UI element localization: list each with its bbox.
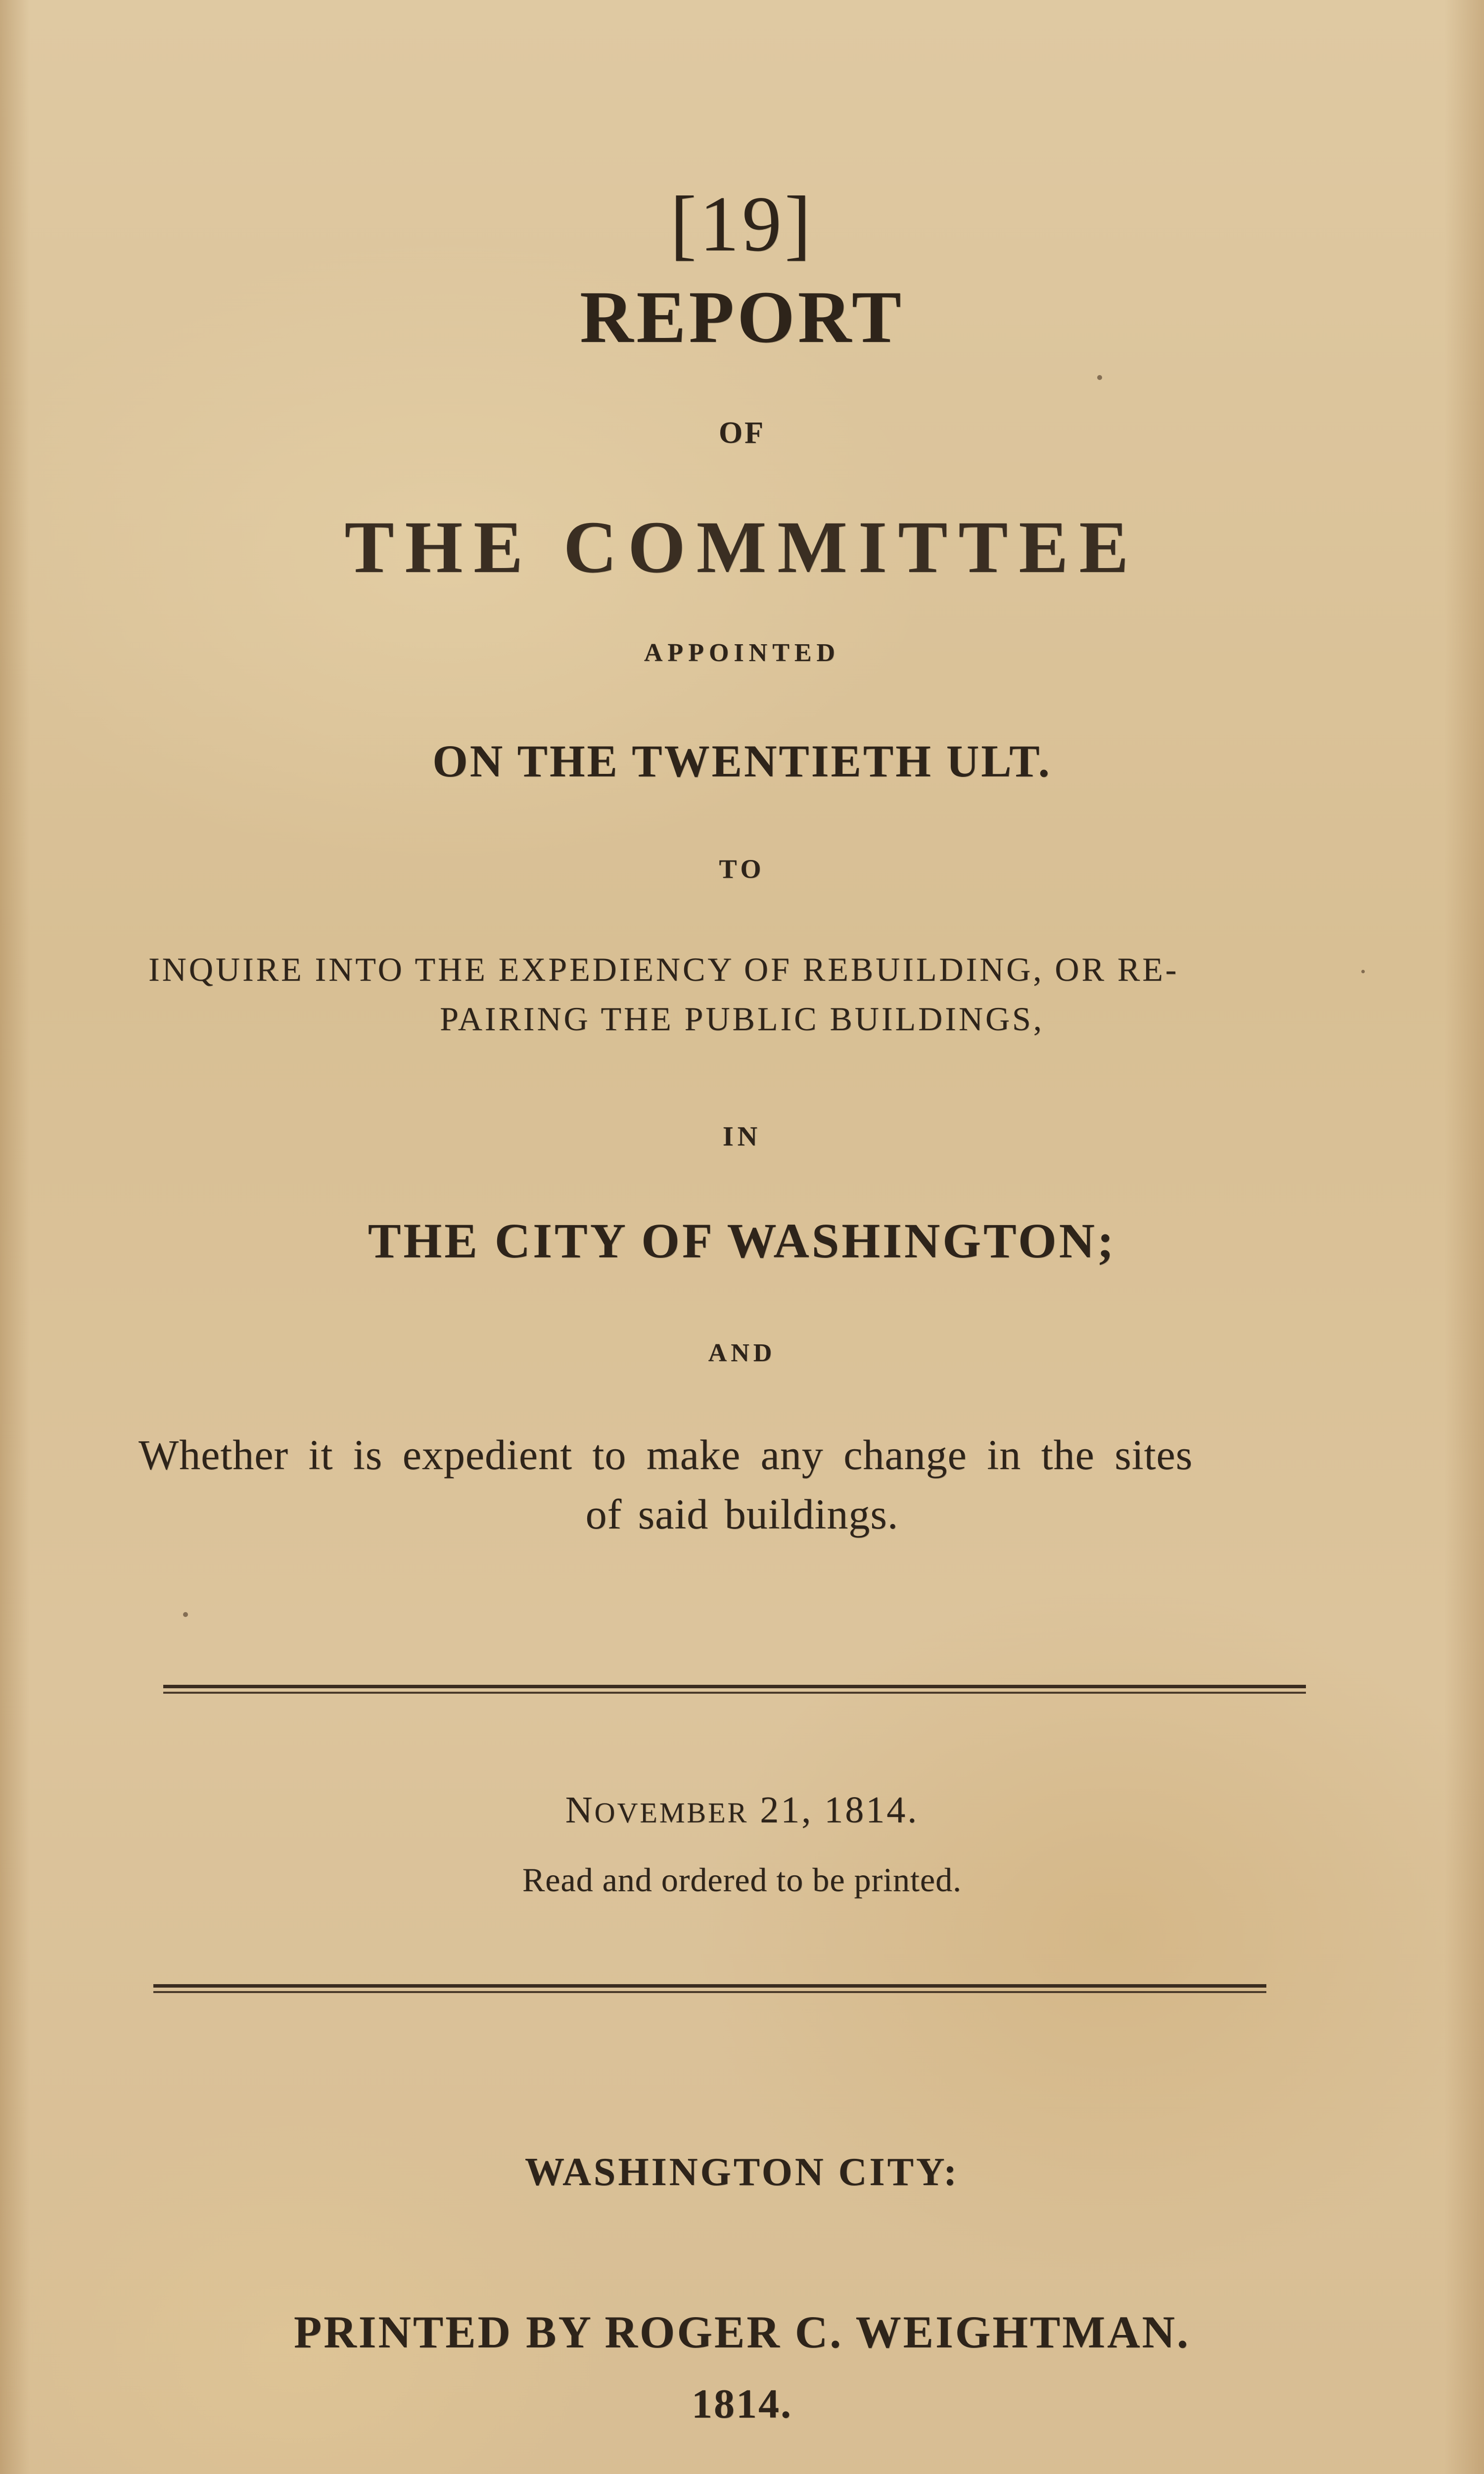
imprint-year: 1814. <box>692 2381 792 2427</box>
rule-thin-line <box>153 1991 1266 1993</box>
in-text: IN <box>722 1121 762 1152</box>
of-text: OF <box>718 416 766 450</box>
page-number: [19] <box>670 180 814 268</box>
rule-thick-line <box>163 1685 1306 1688</box>
foxing-speck <box>1097 375 1102 380</box>
foxing-speck <box>1361 970 1365 973</box>
rule-thick-line <box>153 1984 1266 1988</box>
question-line-1: Whether it is expedient to make any change in the sites <box>139 1431 1193 1478</box>
purpose-line-1: INQUIRE INTO THE EXPEDIENCY OF REBUILDING, OR RE- <box>148 951 1179 988</box>
date-day-year: 21, 1814. <box>748 1789 919 1831</box>
question-line-2: of said buildings. <box>585 1490 899 1538</box>
date-month-initial: N <box>565 1789 595 1831</box>
double-rule-top <box>163 1685 1306 1696</box>
foxing-speck <box>183 1612 188 1617</box>
to-text: TO <box>719 854 765 884</box>
date-month-rest: OVEMBER <box>594 1797 749 1829</box>
imprint-place: WASHINGTON CITY: <box>524 2150 959 2194</box>
city-heading: THE CITY OF WASHINGTON; <box>368 1213 1116 1268</box>
imprint-printer: PRINTED BY ROGER C. WEIGHTMAN. <box>294 2307 1190 2357</box>
report-date <box>0 1789 1484 1832</box>
ordered-note: Read and ordered to be printed. <box>522 1861 962 1899</box>
appointed-text: APPOINTED <box>644 639 840 667</box>
and-text: AND <box>708 1339 776 1367</box>
report-title: REPORT <box>580 276 904 358</box>
purpose-line-2: PAIRING THE PUBLIC BUILDINGS, <box>440 1000 1044 1038</box>
rule-thin-line <box>163 1692 1306 1694</box>
committee-heading: THE COMMITTEE <box>344 506 1140 588</box>
double-rule-bottom <box>153 1984 1266 1995</box>
appointment-date-text: ON THE TWENTIETH ULT. <box>432 736 1052 786</box>
